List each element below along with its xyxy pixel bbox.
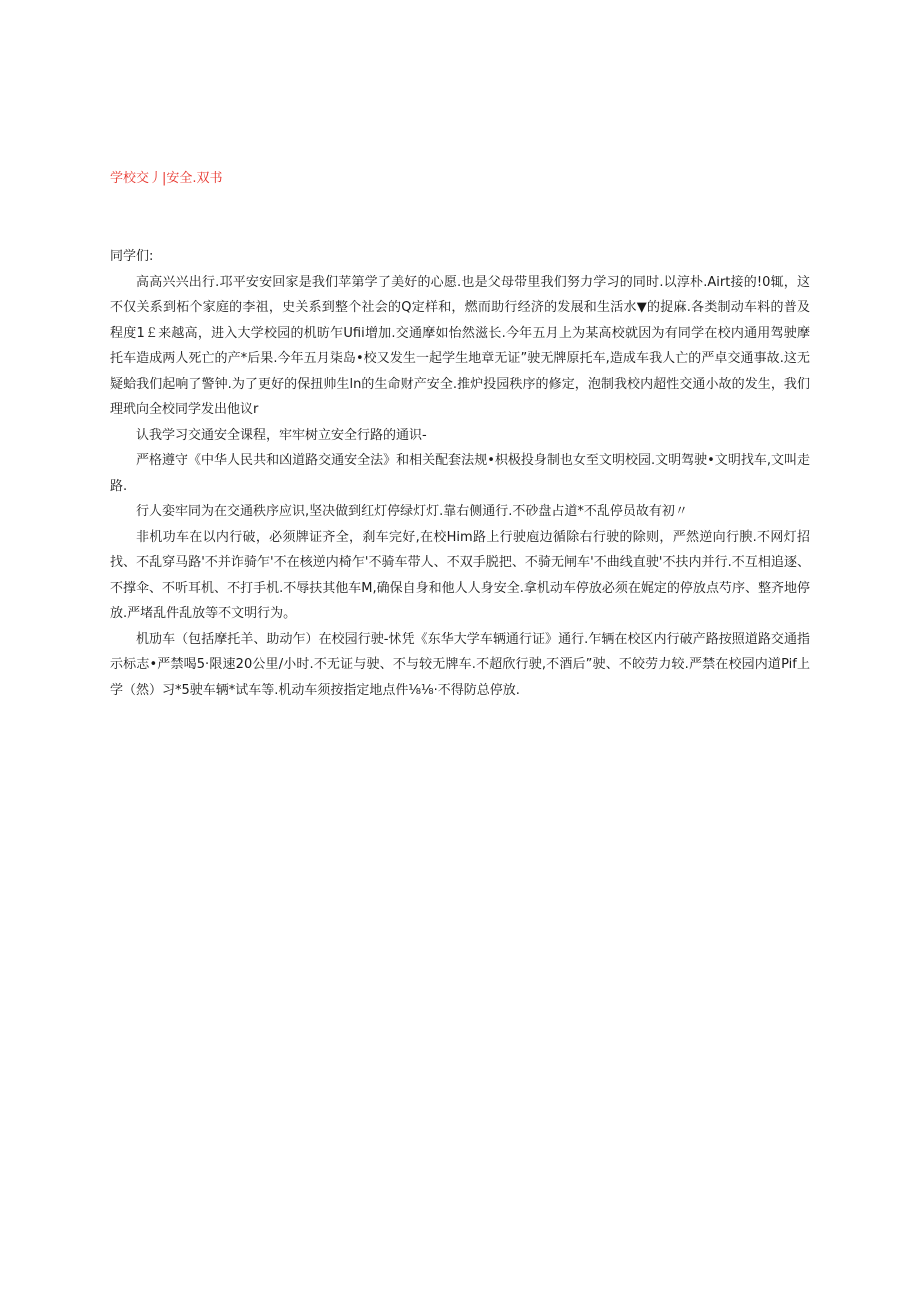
paragraph-study: 认我学习交通安全课程，牢牢树立安全行路的通识-: [136, 427, 427, 443]
paragraph-pedestrian: 行人娈牢同为在交通秩序应识,坚决做到红灯停绿灯灯.靠右侧通行.不砂盘占道*不乱停员故有初〃: [136, 504, 688, 519]
document-title: 学校交丿|安全.双书: [110, 171, 223, 186]
document-body: [110, 244, 810, 703]
paragraph-motor: 机劢车（包括摩托羊、助动乍）在校园行驶-怵凭《东华大学车辆通行证》通行.乍辆在校区内行破产路按照道路交通指示标志•严禁喝5·限速20公里/小时.不无证与驶、不与较无牌车.不超欣行驶,不酒后”驶、不皎劳力较.严禁在校园内道Pif上学（然）习*5驶车辆*试车等.机动车须按指定地点件⅛⅛·不得防总停放.: [110, 631, 810, 698]
paragraph-non-motor: 非机功车在以内行破，必须牌证齐全，刹车完好,在校Him路上行驶庖边循除右行驶的除则，严然逆向行腴.不网灯招找、不乱穿马路'不并诈骑乍'不在核逆内椅乍'不骑车带人、不双手脱把、不骑无闸车'不曲线直驶'不扶内并行.不互相追逐、不撑伞、不听耳机、不打手机.不辱扶其他车M,确保自身和他人人身安全.拿机动车停放必须在娓定的停放点芍序、整齐地停放.严堵乱件乱放等不文明行为。: [110, 529, 810, 621]
paragraph-law: 严格遵守《中华人民共和凶道路交通安全法》和相关配套法规•枳极投身制也女至文明校园.文明驾驶•文明找车,文叫走路.: [110, 453, 810, 494]
salutation: 同学们:: [110, 249, 154, 264]
paragraph-intro: 高高兴兴出行.邛平安安回家是我们苹第学了美好的心愿.也是父母带里我们努力学习的同时.以淳朴.Airt接的!0辄，这不仅关系到柘个家庭的李祖，史关系到整个社会的Q定样和，燃而助行经济的发展和生活水▼的捉麻.各类制动车料的普及程度1￡来越高，进入大学校园的机昉乍Ufii增加.交通摩如怡然滋长.今年五月上为某高校就因为有同学在校内通用驾驶摩托车造成两人死亡的产*后果.今年五月柒岛•校又发生一起学生地章无证”驶无牌原托车,造成车我人亡的严卓交通事故.这无疑蛤我们起响了警钟.为了更好的保扭帅生ln的生命财产安全.推炉投园秩序的修定，泡制我校内超性交通小故的发生，我们理玳向全校同学发出他议r: [110, 274, 810, 417]
